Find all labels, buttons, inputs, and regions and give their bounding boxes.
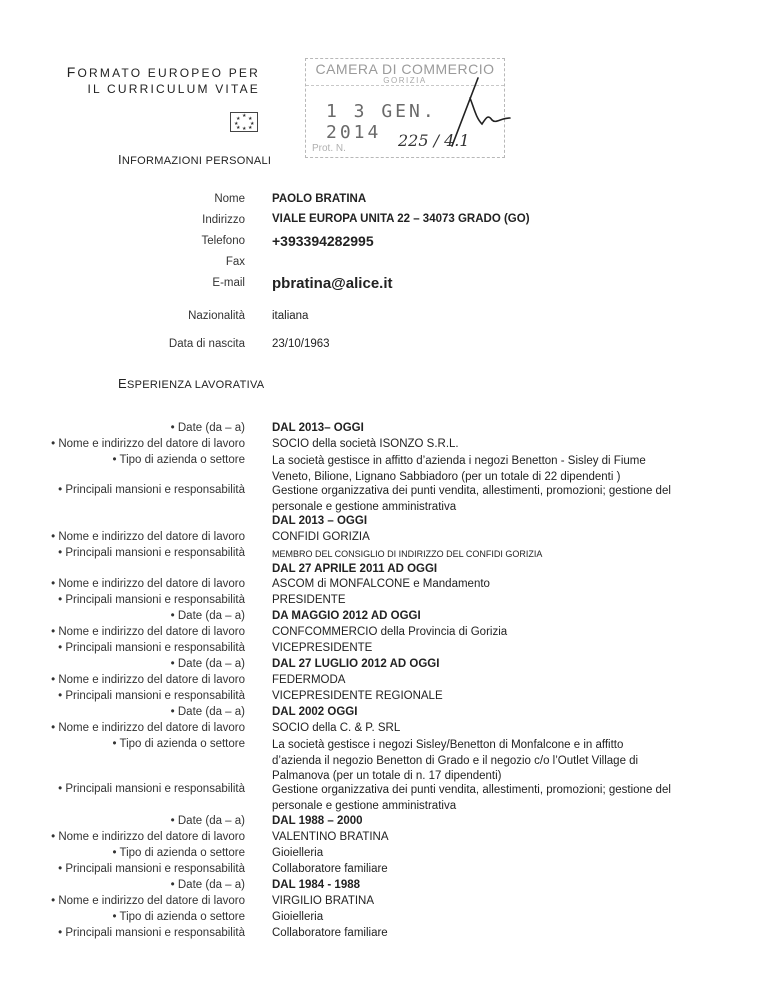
entry-date: DAL 27 APRILE 2011 AD OGGI xyxy=(272,563,438,575)
label-duties: • Principali mansioni e responsabilità xyxy=(58,484,245,496)
value-indirizzo: VIALE EUROPA UNITA 22 – 34073 GRADO (GO) xyxy=(272,213,530,225)
label-employer: • Nome e indirizzo del datore di lavoro xyxy=(51,531,245,543)
entry-date: DA MAGGIO 2012 AD OGGI xyxy=(272,610,421,622)
entry-employer: ASCOM di MONFALCONE e Mandamento xyxy=(272,578,490,590)
label-fax: Fax xyxy=(225,256,245,268)
entry-duties: Gestione organizzativa dei punti vendita, allestimenti, promozioni; gestione del personale e gestione amministrativa xyxy=(272,784,671,812)
label-sector: • Tipo di azienda o settore xyxy=(112,738,245,750)
entry-employer: CONFIDI GORIZIA xyxy=(272,531,370,543)
entry-employer: SOCIO della società ISONZO S.R.L. xyxy=(272,438,459,450)
entry-sector: La società gestisce i negozi Sisley/Benetton di Monfalcone e in affitto d’azienda il negozio Benetton di Grado e il negozio c/o l’Outlet Village di Palmanova (per un totale di n. 17 dipendenti) xyxy=(272,739,639,782)
entry-duties: VICEPRESIDENTE REGIONALE xyxy=(272,690,443,702)
value-telefono: +393394282995 xyxy=(272,233,374,249)
label-duties: • Principali mansioni e responsabilità xyxy=(58,690,245,702)
label-employer: • Nome e indirizzo del datore di lavoro xyxy=(51,626,245,638)
label-date: • Date (da – a) xyxy=(170,422,245,434)
label-indirizzo: Indirizzo xyxy=(202,214,245,226)
stamp-protocol-number: 225 / 4.1 xyxy=(398,131,470,150)
entry-duties: MEMBRO DEL CONSIGLIO DI INDIRIZZO DEL CONFIDI GORIZIA xyxy=(272,549,543,559)
label-date: • Date (da – a) xyxy=(170,610,245,622)
label-duties: • Principali mansioni e responsabilità xyxy=(58,642,245,654)
label-sector: • Tipo di azienda o settore xyxy=(112,911,245,923)
label-duties: • Principali mansioni e responsabilità xyxy=(58,927,245,939)
entry-date: DAL 2013– OGGI xyxy=(272,422,364,434)
label-employer: • Nome e indirizzo del datore di lavoro xyxy=(51,578,245,590)
entry-employer: VIRGILIO BRATINA xyxy=(272,895,375,907)
label-telefono: Telefono xyxy=(201,235,245,247)
value-email: pbratina@alice.it xyxy=(272,275,393,292)
document-title: FORMATO EUROPEO PER IL CURRICULUM VITAE xyxy=(66,64,260,96)
label-date: • Date (da – a) xyxy=(170,706,245,718)
label-sector: • Tipo di azienda o settore xyxy=(112,454,245,466)
label-duties: • Principali mansioni e responsabilità xyxy=(58,594,245,606)
label-date: • Date (da – a) xyxy=(170,658,245,670)
entry-date: DAL 1988 – 2000 xyxy=(272,815,363,827)
value-nazionalita: italiana xyxy=(272,310,309,322)
entry-employer: VALENTINO BRATINA xyxy=(272,831,389,843)
entry-duties: VICEPRESIDENTE xyxy=(272,642,373,654)
label-email: E-mail xyxy=(212,277,245,289)
entry-sector: Gioielleria xyxy=(272,911,324,923)
label-employer: • Nome e indirizzo del datore di lavoro xyxy=(51,722,245,734)
entry-duties: Gestione organizzativa dei punti vendita, allestimenti, promozioni; gestione del personale e gestione amministrativa xyxy=(272,485,671,513)
entry-duties: PRESIDENTE xyxy=(272,594,346,606)
handwritten-signature xyxy=(430,68,520,158)
entry-date: DAL 2002 OGGI xyxy=(272,706,358,718)
label-nome: Nome xyxy=(214,193,245,205)
eu-flag-icon: ★ ★ ★ ★ ★ ★ ★ ★ xyxy=(230,112,258,132)
label-date: • Date (da – a) xyxy=(170,815,245,827)
entry-duties: Collaboratore familiare xyxy=(272,927,388,939)
label-duties: • Principali mansioni e responsabilità xyxy=(58,783,245,795)
label-date: • Date (da – a) xyxy=(170,879,245,891)
label-employer: • Nome e indirizzo del datore di lavoro xyxy=(51,895,245,907)
stamp-subtitle: GORIZIA xyxy=(383,76,427,85)
entry-sector: La società gestisce in affitto d’azienda i negozi Benetton - Sisley di Fiume Veneto, Bilione, Lignano Sabbiadoro (per un totale di 22 dipendenti ) xyxy=(272,455,646,483)
value-data-nascita: 23/10/1963 xyxy=(272,338,330,350)
entry-employer: FEDERMODA xyxy=(272,674,346,686)
value-nome: PAOLO BRATINA xyxy=(272,193,367,205)
stamp-protocol-label: Prot. N. xyxy=(312,143,346,154)
label-employer: • Nome e indirizzo del datore di lavoro xyxy=(51,831,245,843)
stamp-title: CAMERA DI COMMERCIO xyxy=(315,61,495,77)
entry-employer: CONFCOMMERCIO della Provincia di Gorizia xyxy=(272,626,508,638)
work-experience-heading: ESPERIENZA LAVORATIVA xyxy=(118,376,265,391)
label-duties: • Principali mansioni e responsabilità xyxy=(58,863,245,875)
stamp-date: 1 3 GEN. 2014 xyxy=(326,101,437,143)
entry-sector: Gioielleria xyxy=(272,847,324,859)
entry-date: DAL 1984 - 1988 xyxy=(272,879,361,891)
entry-duties: Collaboratore familiare xyxy=(272,863,388,875)
entry-date: DAL 2013 – OGGI xyxy=(272,515,368,527)
label-nazionalita: Nazionalità xyxy=(188,310,245,322)
label-employer: • Nome e indirizzo del datore di lavoro xyxy=(51,674,245,686)
label-employer: • Nome e indirizzo del datore di lavoro xyxy=(51,438,245,450)
entry-date: DAL 27 LUGLIO 2012 AD OGGI xyxy=(272,658,440,670)
label-duties: • Principali mansioni e responsabilità xyxy=(58,547,245,559)
label-sector: • Tipo di azienda o settore xyxy=(112,847,245,859)
personal-info-heading: INFORMAZIONI PERSONALI xyxy=(118,152,272,167)
entry-employer: SOCIO della C. & P. SRL xyxy=(272,722,401,734)
label-data-nascita: Data di nascita xyxy=(168,338,245,350)
